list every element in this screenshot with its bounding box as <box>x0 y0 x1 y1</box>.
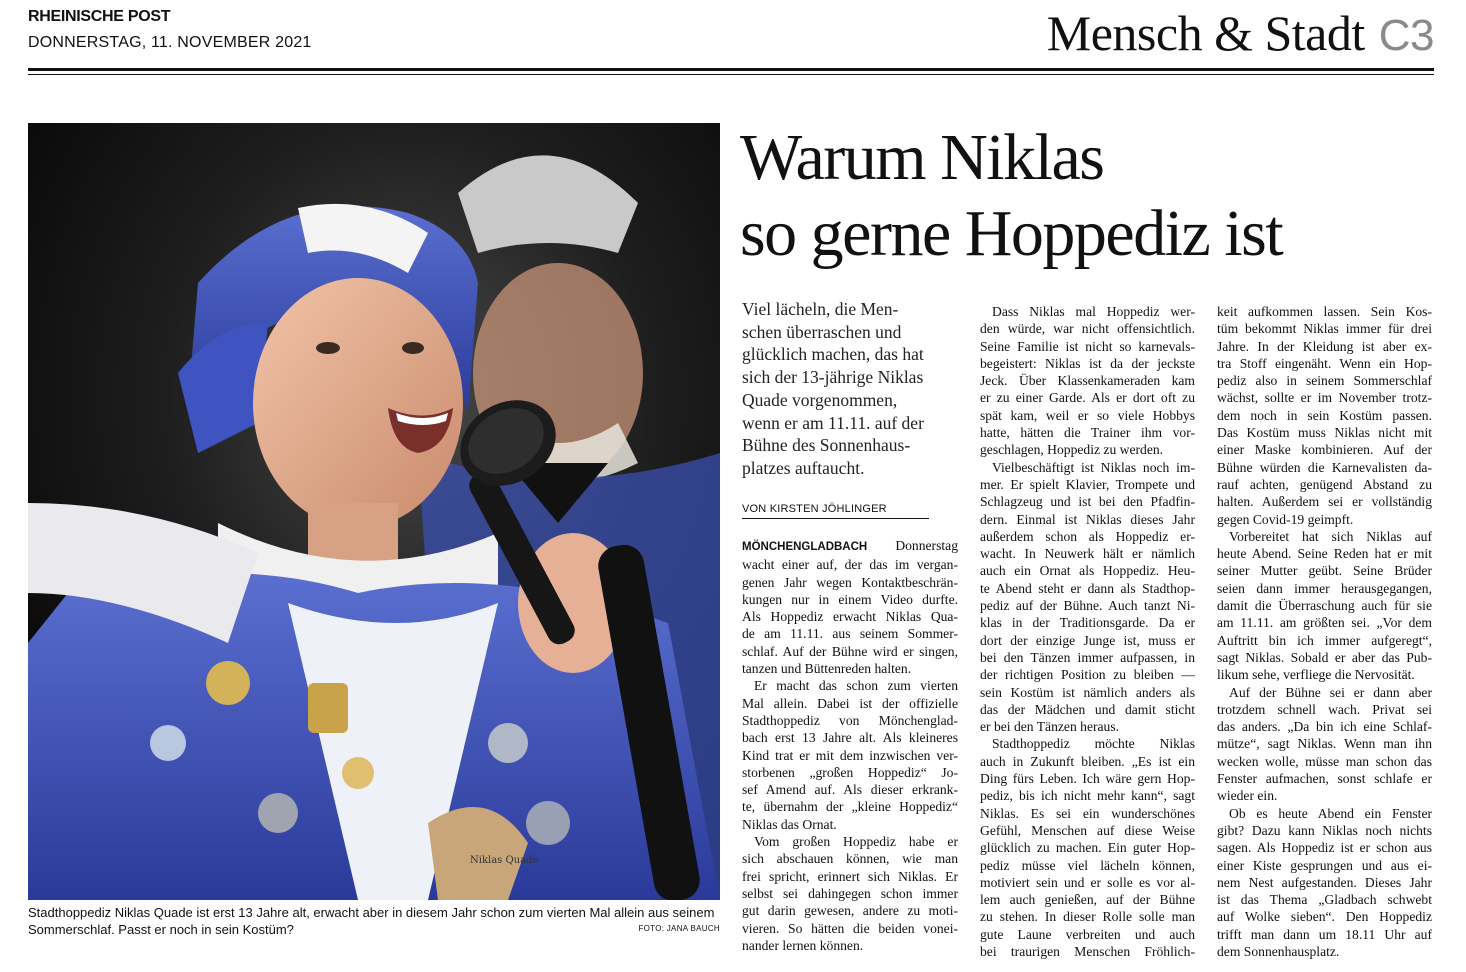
body-line: keit aufkommen lassen. Sein Kos- <box>1217 304 1432 319</box>
body-line: Gefühl, Menschen auf diese Weise <box>980 822 1195 838</box>
article-column-2 <box>980 303 1195 960</box>
lead-line: sich der 13-jährige Niklas <box>742 367 924 388</box>
body-line: Ding fürs Leben. Ich wäre gern Hop- <box>980 771 1195 787</box>
page-number: C3 <box>1378 11 1434 60</box>
body-line: das der Mädchen und damit sticht <box>980 701 1195 717</box>
body-line: Ob es heute Abend ein Fenster <box>1229 805 1432 821</box>
body-line: bach erst 13 Jahre alt. Als kleineres <box>742 730 958 746</box>
body-line: Jeck. Über Klassenkameraden kam <box>980 373 1195 389</box>
newspaper-brand: RHEINISCHE POST <box>28 8 171 25</box>
body-line: spät kam, weil er so viele Hobbys <box>980 407 1195 423</box>
body-line: Stadthoppediz möchte Niklas <box>992 736 1195 752</box>
body-line: glücklich zu machen. Ein guter Hop- <box>980 840 1195 856</box>
body-line: wächst, sollte er im November trotz- <box>1217 390 1432 406</box>
lead-line: Bühne des Sonnenhaus- <box>742 435 911 456</box>
body-line: Das Kostüm muss Niklas nicht mit <box>1217 425 1432 441</box>
photo-illustration <box>28 123 720 900</box>
body-line: Er macht das schon zum vierten <box>754 678 958 694</box>
body-line: nander lernen können. <box>742 937 864 953</box>
caption-line: Sommerschlaf. Passt er noch in sein Kostüm? <box>28 922 294 937</box>
lead-line: schen überraschen und <box>742 321 902 342</box>
article-column-1 <box>742 537 958 954</box>
body-line: wacht einer auf, der das im vergan- <box>742 557 958 573</box>
body-line: gut darin gewesen, andere zu moti- <box>742 903 958 919</box>
body-line: sef Amend auf. Als dieser erkrank- <box>742 782 958 798</box>
body-line: trifft man dann um 18.11 Uhr auf <box>1217 926 1432 942</box>
body-line: Seine Familie ist nicht so karnevals- <box>980 338 1195 354</box>
body-line: außerdem schon als Hoppediz er- <box>980 528 1195 544</box>
body-line: kungen nur in einem Video durfte. <box>742 591 958 607</box>
body-line: begeistert: Niklas ist da der jeckste <box>980 355 1195 371</box>
body-line: auch ein Ornat als Hoppediz. Heu- <box>980 563 1195 579</box>
body-line: tra Stoff eingenäht. Wenn ein Hop- <box>1217 355 1432 371</box>
body-line: selbst sei dahingegen schon immer <box>742 885 958 901</box>
body-line: wacht. In Neuwerk hält er nämlich <box>980 546 1195 562</box>
body-line: genen Jahr wegen Kontaktbeschrän- <box>742 574 958 590</box>
lead-line: wenn er am 11.11. auf der <box>742 412 924 433</box>
body-line: Als Hoppediz erwacht Niklas Qua- <box>742 609 958 625</box>
body-line: er zu einer Garde. Als er dort oft zu <box>980 390 1195 406</box>
body-line: rauf achten, genügend Abstand zu <box>1217 476 1432 492</box>
body-line: motiviert sein und er solle es vor al- <box>980 874 1195 890</box>
body-line: pediz also in seinem Sommerschlaf <box>1217 373 1432 389</box>
body-line: gibt? Dazu kann Niklas noch nichts <box>1217 822 1432 838</box>
section-title <box>1047 6 1434 63</box>
body-line: frei spricht, erinnert sich Niklas. Er <box>742 868 958 884</box>
body-line: mer. Er spielt Klavier, Trompete und <box>980 476 1195 492</box>
article-photo <box>28 123 720 900</box>
body-line: Auf der Bühne sei er dann aber <box>1229 684 1432 700</box>
lead-line: Viel lächeln, die Men- <box>742 299 899 319</box>
body-line: seiner Mutter geübt. Seine Brüder <box>1217 563 1432 579</box>
body-text: Donnerstag <box>867 538 958 553</box>
body-line: storbenen „großen Hoppediz“ Jo- <box>742 764 958 780</box>
masthead <box>28 8 312 52</box>
photo-caption <box>28 904 720 938</box>
article-headline <box>740 120 1440 272</box>
body-line: sagt Niklas. Sobald er aber das Pub- <box>1217 649 1432 665</box>
body-line: einer Maske kombinieren. Auf der <box>1217 442 1432 458</box>
body-line: sein Kostüm ist nämlich anders als <box>980 684 1195 700</box>
body-line: Auftritt bin ich immer aufgeregt“, <box>1217 632 1432 648</box>
caption-line: Stadthoppediz Niklas Quade ist erst 13 Jahre alt, erwacht aber in diesem Jahr schon zum vierten Mal allein aus seinem <box>28 905 715 920</box>
body-line: wieder ein. <box>1217 788 1278 804</box>
body-line: halten. Außerdem sei er vollständig <box>1217 494 1432 510</box>
body-line: Vorbereitet hat sich Niklas auf <box>1229 528 1432 544</box>
body-line: mütze“, sagt Niklas. Wenn man ihn <box>1217 736 1432 752</box>
section-name: Mensch & Stadt <box>1046 5 1365 61</box>
body-line: pediz auf der Bühne. Auch tanzt Ni- <box>980 598 1195 614</box>
body-line: heute Abend. Seine Reden hat er mit <box>1217 546 1432 562</box>
body-line: Fenster aufmachen, sonst schlafe er <box>1217 771 1432 787</box>
body-line: lem auch genießen, auf der Bühne <box>980 892 1195 908</box>
issue-date: DONNERSTAG, 11. NOVEMBER 2021 <box>28 34 312 51</box>
body-line: am 11.11. am größten sei. „Vor dem <box>1217 615 1432 631</box>
lead-line: glücklich machen, das hat <box>742 344 924 365</box>
body-line: den würde, war nicht offensichtlich. <box>980 321 1195 337</box>
body-line: dort der einzige Junge ist, muss er <box>980 632 1195 648</box>
body-line: einer Kiste gesprungen und aus ei- <box>1217 857 1432 873</box>
body-line: er bei den Tänzen heraus. <box>980 719 1120 735</box>
body-line: Mal allein. Dabei ist der offizielle <box>742 695 958 711</box>
headline-line: Warum Niklas <box>740 121 1104 194</box>
article-column-3 <box>1217 303 1432 960</box>
body-line: Bühne würden die Karnevalisten da- <box>1217 459 1432 475</box>
lead-line: Quade vorgenommen, <box>742 389 898 410</box>
body-line: te Abend steht er dann als Stadthop- <box>980 580 1195 596</box>
badge-label: Niklas Quade <box>470 855 539 866</box>
body-line: hatte, hätten die Trainer ihm vor- <box>980 425 1195 441</box>
author-byline: VON KIRSTEN JÖHLINGER <box>742 503 929 519</box>
body-line: gute Laune verbreiten und auch <box>980 926 1195 942</box>
body-line: tanzen und Büttenreden halten. <box>742 661 912 677</box>
body-line: pediz, bis ich nicht mehr kann“, sagt <box>980 788 1195 804</box>
body-line: likum sehe, verfliege die Nervosität. <box>1217 667 1415 683</box>
lead-line: platzes auftaucht. <box>742 457 865 478</box>
body-line: sagen. Als Hoppediz ist er schon aus <box>1217 840 1432 856</box>
body-line: vieren. So hätten die beiden vonei- <box>742 920 958 936</box>
body-line: ist das Thema „Gladbach schwebt <box>1217 892 1432 908</box>
body-line: bei den Tänzen immer aufpassen, in <box>980 649 1195 665</box>
header-rule-thick <box>28 68 1434 71</box>
body-line: de am 11.11. aus seinem Sommer- <box>742 626 958 642</box>
body-line: seien dann immer herausgegangen, <box>1217 580 1432 596</box>
body-line: pediz müsse viel lächeln können, <box>980 857 1195 873</box>
body-line: zu stehen. In dieser Rolle solle man <box>980 909 1195 925</box>
body-line: dern. Einmal ist Niklas dieses Jahr <box>980 511 1195 527</box>
body-line: das anders. „Da bin ich eine Schlaf- <box>1217 719 1432 735</box>
body-line: auch in Zukunft bleiben. „Es ist ein <box>980 753 1195 769</box>
header-rule-thin <box>28 74 1434 75</box>
body-line: Vom großen Hoppediz habe er <box>754 834 958 850</box>
body-line: Vielbeschäftigt ist Niklas noch im- <box>992 459 1195 475</box>
body-line: geschlagen, Hoppediz zu werden. <box>980 442 1164 458</box>
body-line: sich abschauen können, wie man <box>742 851 958 867</box>
body-line: Stadthoppediz von Mönchenglad- <box>742 712 958 728</box>
body-line: wecken wolle, müsse man schon das <box>1217 753 1432 769</box>
body-line: Niklas. Es sei ein wunderschönes <box>980 805 1195 821</box>
body-line: Schlagzeug und ist bei den Pfadfin- <box>980 494 1195 510</box>
body-line: Niklas das Ornat. <box>742 816 837 832</box>
dateline: MÖNCHENGLADBACH <box>742 541 868 553</box>
body-line: der richtigen Position zu bleiben — <box>980 667 1195 683</box>
body-line: tüm bekommt Niklas immer für drei <box>1217 321 1432 337</box>
body-line: klas in der Traditionsgarde. Da er <box>980 615 1195 631</box>
body-line: nem Nest aufgestanden. Dieses Jahr <box>1217 874 1432 890</box>
body-line: gegen Covid-19 geimpft. <box>1217 511 1354 527</box>
body-line: Jahre. In der Kleidung ist aber ex- <box>1217 338 1432 354</box>
headline-line: so gerne Hoppediz ist <box>740 197 1283 270</box>
body-line: te, übernahm der „kleine Hoppediz“ <box>742 799 958 815</box>
photo-credit: FOTO: JANA BAUCH <box>638 924 720 933</box>
body-line: damit die Überraschung auch für sie <box>1217 598 1432 614</box>
body-line: Kind trat er mit dem inzwischen ver- <box>742 747 958 763</box>
body-line: dem noch in sein Kostüm passen. <box>1217 407 1432 423</box>
body-line: bei traurigen Menschen Fröhlich- <box>980 943 1195 959</box>
body-line: trotzdem schnell wach. Privat sei <box>1217 701 1432 717</box>
body-line: schlaf. Auf der Bühne wird er singen, <box>742 643 958 659</box>
body-line: auf Wolke sieben“. Den Hoppediz <box>1217 909 1432 925</box>
body-line: Dass Niklas mal Hoppediz wer- <box>992 304 1195 319</box>
article-lead <box>742 298 938 480</box>
body-line <box>742 537 958 556</box>
body-line: dem Sonnenhausplatz. <box>1217 943 1340 959</box>
